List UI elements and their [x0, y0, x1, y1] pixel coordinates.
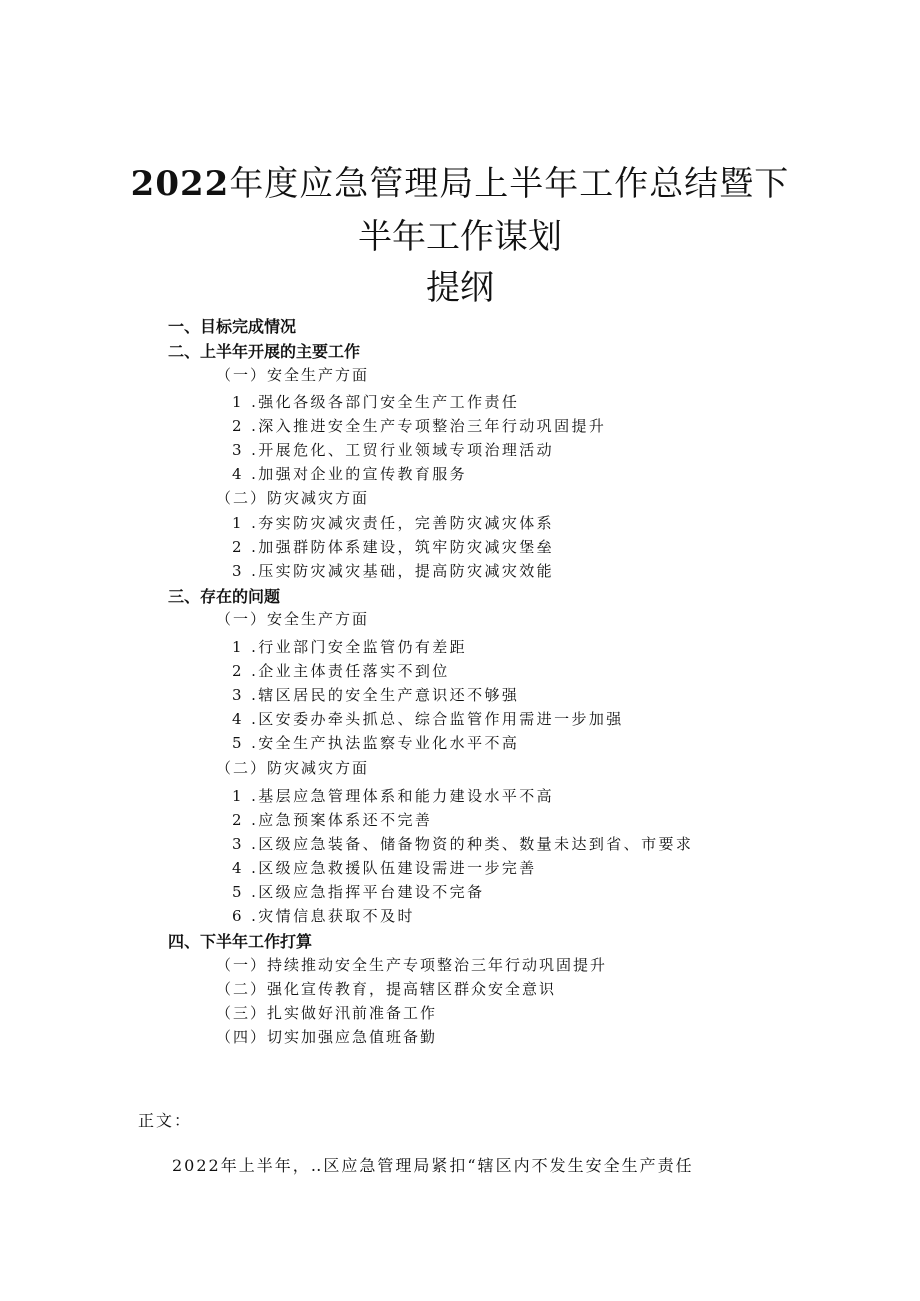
list-item: 1 .行业部门安全监管仍有差距 [232, 638, 468, 656]
body-paragraph: 2022年上半年，‥区应急管理局紧扣“辖区内不发生安全生产责任 [172, 1156, 694, 1175]
list-item: 3 .压实防灾减灾基础，提高防灾减灾效能 [232, 562, 555, 580]
title-year: 2022 [130, 164, 230, 204]
list-item: （三）扎实做好汛前准备工作 [216, 1004, 438, 1022]
body-label: 正文： [138, 1111, 193, 1130]
list-item: （一）持续推动安全生产专项整治三年行动巩固提升 [216, 956, 608, 974]
section-heading: 一、目标完成情况 [168, 317, 297, 336]
list-item: 2 .深入推进安全生产专项整治三年行动巩固提升 [232, 417, 607, 435]
list-item: 5 .区级应急指挥平台建设不完备 [232, 883, 485, 901]
list-item: （四）切实加强应急值班备勤 [216, 1028, 438, 1046]
list-item: 3 .区级应急装备、储备物资的种类、数量未达到省、市要求 [232, 835, 694, 853]
list-item: 1 .基层应急管理体系和能力建设水平不高 [232, 787, 555, 805]
list-item: 3 .开展危化、工贸行业领域专项治理活动 [232, 441, 555, 459]
section-heading: 二、上半年开展的主要工作 [168, 342, 361, 361]
list-item: 2 .应急预案体系还不完善 [232, 811, 433, 829]
list-item: 6 .灾情信息获取不及时 [232, 907, 415, 925]
section-heading: 三、存在的问题 [168, 587, 281, 606]
subsection-heading: （二）防灾减灾方面 [216, 489, 370, 507]
list-item: 2 .企业主体责任落实不到位 [232, 662, 450, 680]
section-heading: 四、下半年工作打算 [168, 932, 313, 951]
list-item: 4 .区级应急救援队伍建设需进一步完善 [232, 859, 537, 877]
list-item: 4 .加强对企业的宣传教育服务 [232, 465, 468, 483]
list-item: （二）强化宣传教育，提高辖区群众安全意识 [216, 980, 557, 998]
list-item: 3 .辖区居民的安全生产意识还不够强 [232, 686, 520, 704]
title-line-1-text: 年度应急管理局上半年工作总结暨下 [229, 164, 790, 204]
subsection-heading: （二）防灾减灾方面 [216, 759, 370, 777]
title-line-2: 半年工作谋划 [358, 217, 562, 257]
subsection-heading: （一）安全生产方面 [216, 610, 370, 628]
list-item: 1 .夯实防灾减灾责任，完善防灾减灾体系 [232, 514, 555, 532]
subsection-heading: （一）安全生产方面 [216, 366, 370, 384]
list-item: 4 .区安委办牵头抓总、综合监管作用需进一步加强 [232, 710, 624, 728]
title-line-1 [0, 156, 920, 205]
list-item: 5 .安全生产执法监察专业化水平不高 [232, 734, 520, 752]
list-item: 2 .加强群防体系建设，筑牢防灾减灾堡垒 [232, 538, 555, 556]
title-line-3: 提纲 [426, 268, 494, 308]
list-item: 1 .强化各级各部门安全生产工作责任 [232, 393, 520, 411]
